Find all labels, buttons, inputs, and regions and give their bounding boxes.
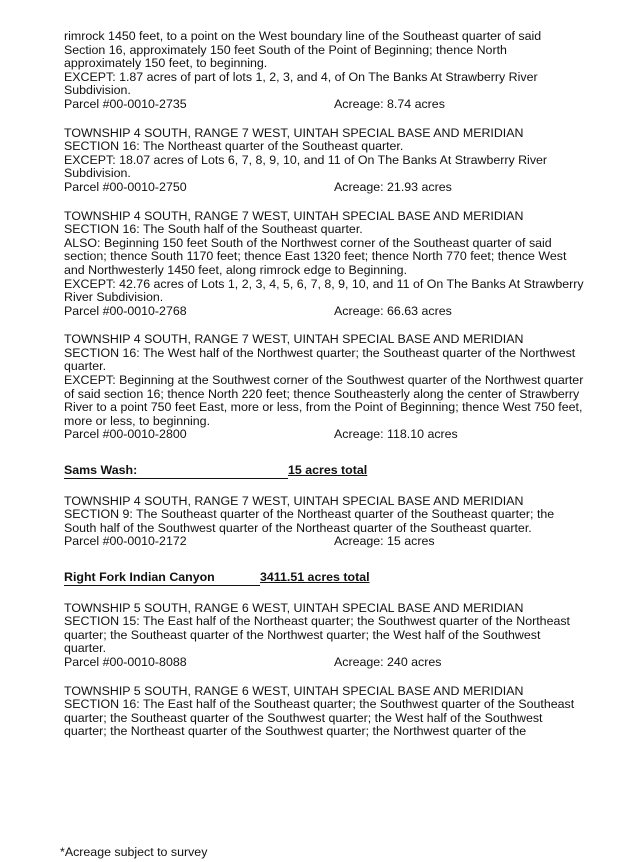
- heading-total: 3411.51 acres total: [260, 570, 370, 584]
- text-line: EXCEPT: 1.87 acres of part of lots 1, 2, 3, and 4, of On The Banks At Strawberry River: [64, 69, 538, 84]
- text-line: SECTION 15: The East half of the Northeast quarter; the Southwest quarter of the Northeast: [64, 614, 570, 629]
- text-line: TOWNSHIP 4 SOUTH, RANGE 7 WEST, UINTAH SPECIAL BASE AND MERIDIAN: [64, 208, 524, 223]
- text-line: quarter; the Southeast quarter of the Southwest quarter; the West half of the Southwest: [64, 710, 543, 725]
- text-line: Subdivision.: [64, 166, 131, 181]
- text-line: Section 16, approximately 150 feet South of the Point of Beginning; thence North: [64, 42, 507, 57]
- parcel-row: [64, 181, 636, 195]
- text-line: TOWNSHIP 5 SOUTH, RANGE 6 WEST, UINTAH SPECIAL BASE AND MERIDIAN: [64, 683, 524, 698]
- text-line: TOWNSHIP 4 SOUTH, RANGE 7 WEST, UINTAH SPECIAL BASE AND MERIDIAN: [64, 125, 524, 140]
- text-line: Subdivision.: [64, 83, 131, 98]
- parcel-block-2172: [64, 495, 636, 549]
- text-line: TOWNSHIP 4 SOUTH, RANGE 7 WEST, UINTAH SPECIAL BASE AND MERIDIAN: [64, 493, 524, 508]
- heading-total: 15 acres total: [288, 463, 368, 478]
- text-line: quarter; the Southeast quarter of the Northwest quarter; the West half of the Southwest: [64, 627, 541, 642]
- text-line: SECTION 16: The West half of the Northwest quarter; the Southeast quarter of the Northwest: [64, 345, 576, 360]
- text-line: quarter.: [64, 359, 107, 374]
- parcel-block-2750: [64, 127, 636, 195]
- legal-description: [64, 210, 636, 305]
- parcel-row: [64, 98, 636, 112]
- heading-underline: [64, 464, 288, 479]
- parcel-number: Parcel #00-0010-8088: [64, 654, 187, 669]
- parcel-number: Parcel #00-0010-2735: [64, 96, 187, 111]
- acreage: Acreage: 240 acres: [334, 654, 442, 669]
- parcel-number: Parcel #00-0010-2750: [64, 179, 187, 194]
- legal-description: [64, 602, 636, 656]
- parcel-number: Parcel #00-0010-2172: [64, 534, 187, 549]
- heading-underline: [64, 571, 260, 586]
- legal-description: [64, 127, 636, 181]
- parcel-block-8088: [64, 602, 636, 670]
- parcel-row: [64, 535, 636, 549]
- acreage: Acreage: 66.63 acres: [334, 303, 452, 318]
- section-heading-right-fork: [64, 571, 636, 586]
- text-line: EXCEPT: 42.76 acres of Lots 1, 2, 3, 4, 5, 6, 7, 8, 9, 10, and 11 of On The Banks At Strawberry: [64, 276, 584, 291]
- parcel-row: [64, 428, 636, 442]
- text-line: approximately 150 feet, to beginning.: [64, 56, 268, 71]
- text-line: more or less, to beginning.: [64, 413, 211, 428]
- legal-description: [64, 495, 636, 536]
- text-line: quarter; the Northeast quarter of the Southwest quarter; the Northwest quarter of the: [64, 724, 527, 739]
- text-line: of said section 16; thence North 220 feet; thence Southeasterly along the center of Strawberry: [64, 386, 580, 401]
- acreage: Acreage: 15 acres: [334, 534, 435, 549]
- text-line: quarter.: [64, 641, 107, 656]
- legal-description: [64, 333, 636, 428]
- text-line: EXCEPT: 18.07 acres of Lots 6, 7, 8, 9, 10, and 11 of On The Banks At Strawberry River: [64, 152, 548, 167]
- intro-block: [64, 30, 636, 112]
- heading-name: Sams Wash:: [64, 463, 138, 478]
- footnote: *Acreage subject to survey: [60, 845, 208, 859]
- text-line: section; thence South 1170 feet; thence East 1320 feet; thence North 770 feet; thence West: [64, 249, 567, 264]
- text-line: TOWNSHIP 4 SOUTH, RANGE 7 WEST, UINTAH SPECIAL BASE AND MERIDIAN: [64, 332, 524, 347]
- text-line: rimrock 1450 feet, to a point on the West boundary line of the Southeast quarter of said: [64, 29, 542, 43]
- text-line: SECTION 9: The Southeast quarter of the Northeast quarter of the Southeast quarter; the: [64, 507, 555, 522]
- parcel-row: [64, 656, 636, 670]
- text-line: EXCEPT: Beginning at the Southwest corner of the Southwest quarter of the Northwest quarter: [64, 373, 584, 388]
- parcel-number: Parcel #00-0010-2800: [64, 427, 187, 442]
- parcel-row: [64, 305, 636, 319]
- text-line: ALSO: Beginning 150 feet South of the Northwest corner of the Southeast quarter of said: [64, 235, 552, 250]
- text-line: SECTION 16: The South half of the Southeast quarter.: [64, 222, 363, 237]
- text-line: SECTION 16: The Northeast quarter of the Southeast quarter.: [64, 139, 404, 154]
- parcel-number: Parcel #00-0010-2768: [64, 303, 187, 318]
- acreage: Acreage: 21.93 acres: [334, 179, 452, 194]
- text-line: River Subdivision.: [64, 290, 164, 305]
- section-heading-sams-wash: [64, 464, 636, 479]
- text-line: TOWNSHIP 5 SOUTH, RANGE 6 WEST, UINTAH SPECIAL BASE AND MERIDIAN: [64, 600, 524, 615]
- legal-description: [64, 30, 636, 98]
- parcel-block-2768: [64, 210, 636, 319]
- acreage: Acreage: 118.10 acres: [334, 427, 458, 442]
- text-line: South half of the Southwest quarter of the Northeast quarter of the Southeast quarter.: [64, 520, 532, 535]
- heading-name: Right Fork Indian Canyon: [64, 570, 215, 584]
- text-line: and Northwesterly 1450 feet, along rimrock edge to Beginning.: [64, 262, 408, 277]
- parcel-block-section-16: [64, 685, 636, 739]
- acreage: Acreage: 8.74 acres: [334, 96, 445, 111]
- text-line: River to a point 750 feet East, more or less, from the Point of Beginning; thence West 750 feet,: [64, 400, 583, 415]
- legal-description: [64, 685, 636, 739]
- text-line: SECTION 16: The East half of the Southeast quarter; the Southwest quarter of the Southeast: [64, 697, 575, 712]
- parcel-block-2800: [64, 333, 636, 442]
